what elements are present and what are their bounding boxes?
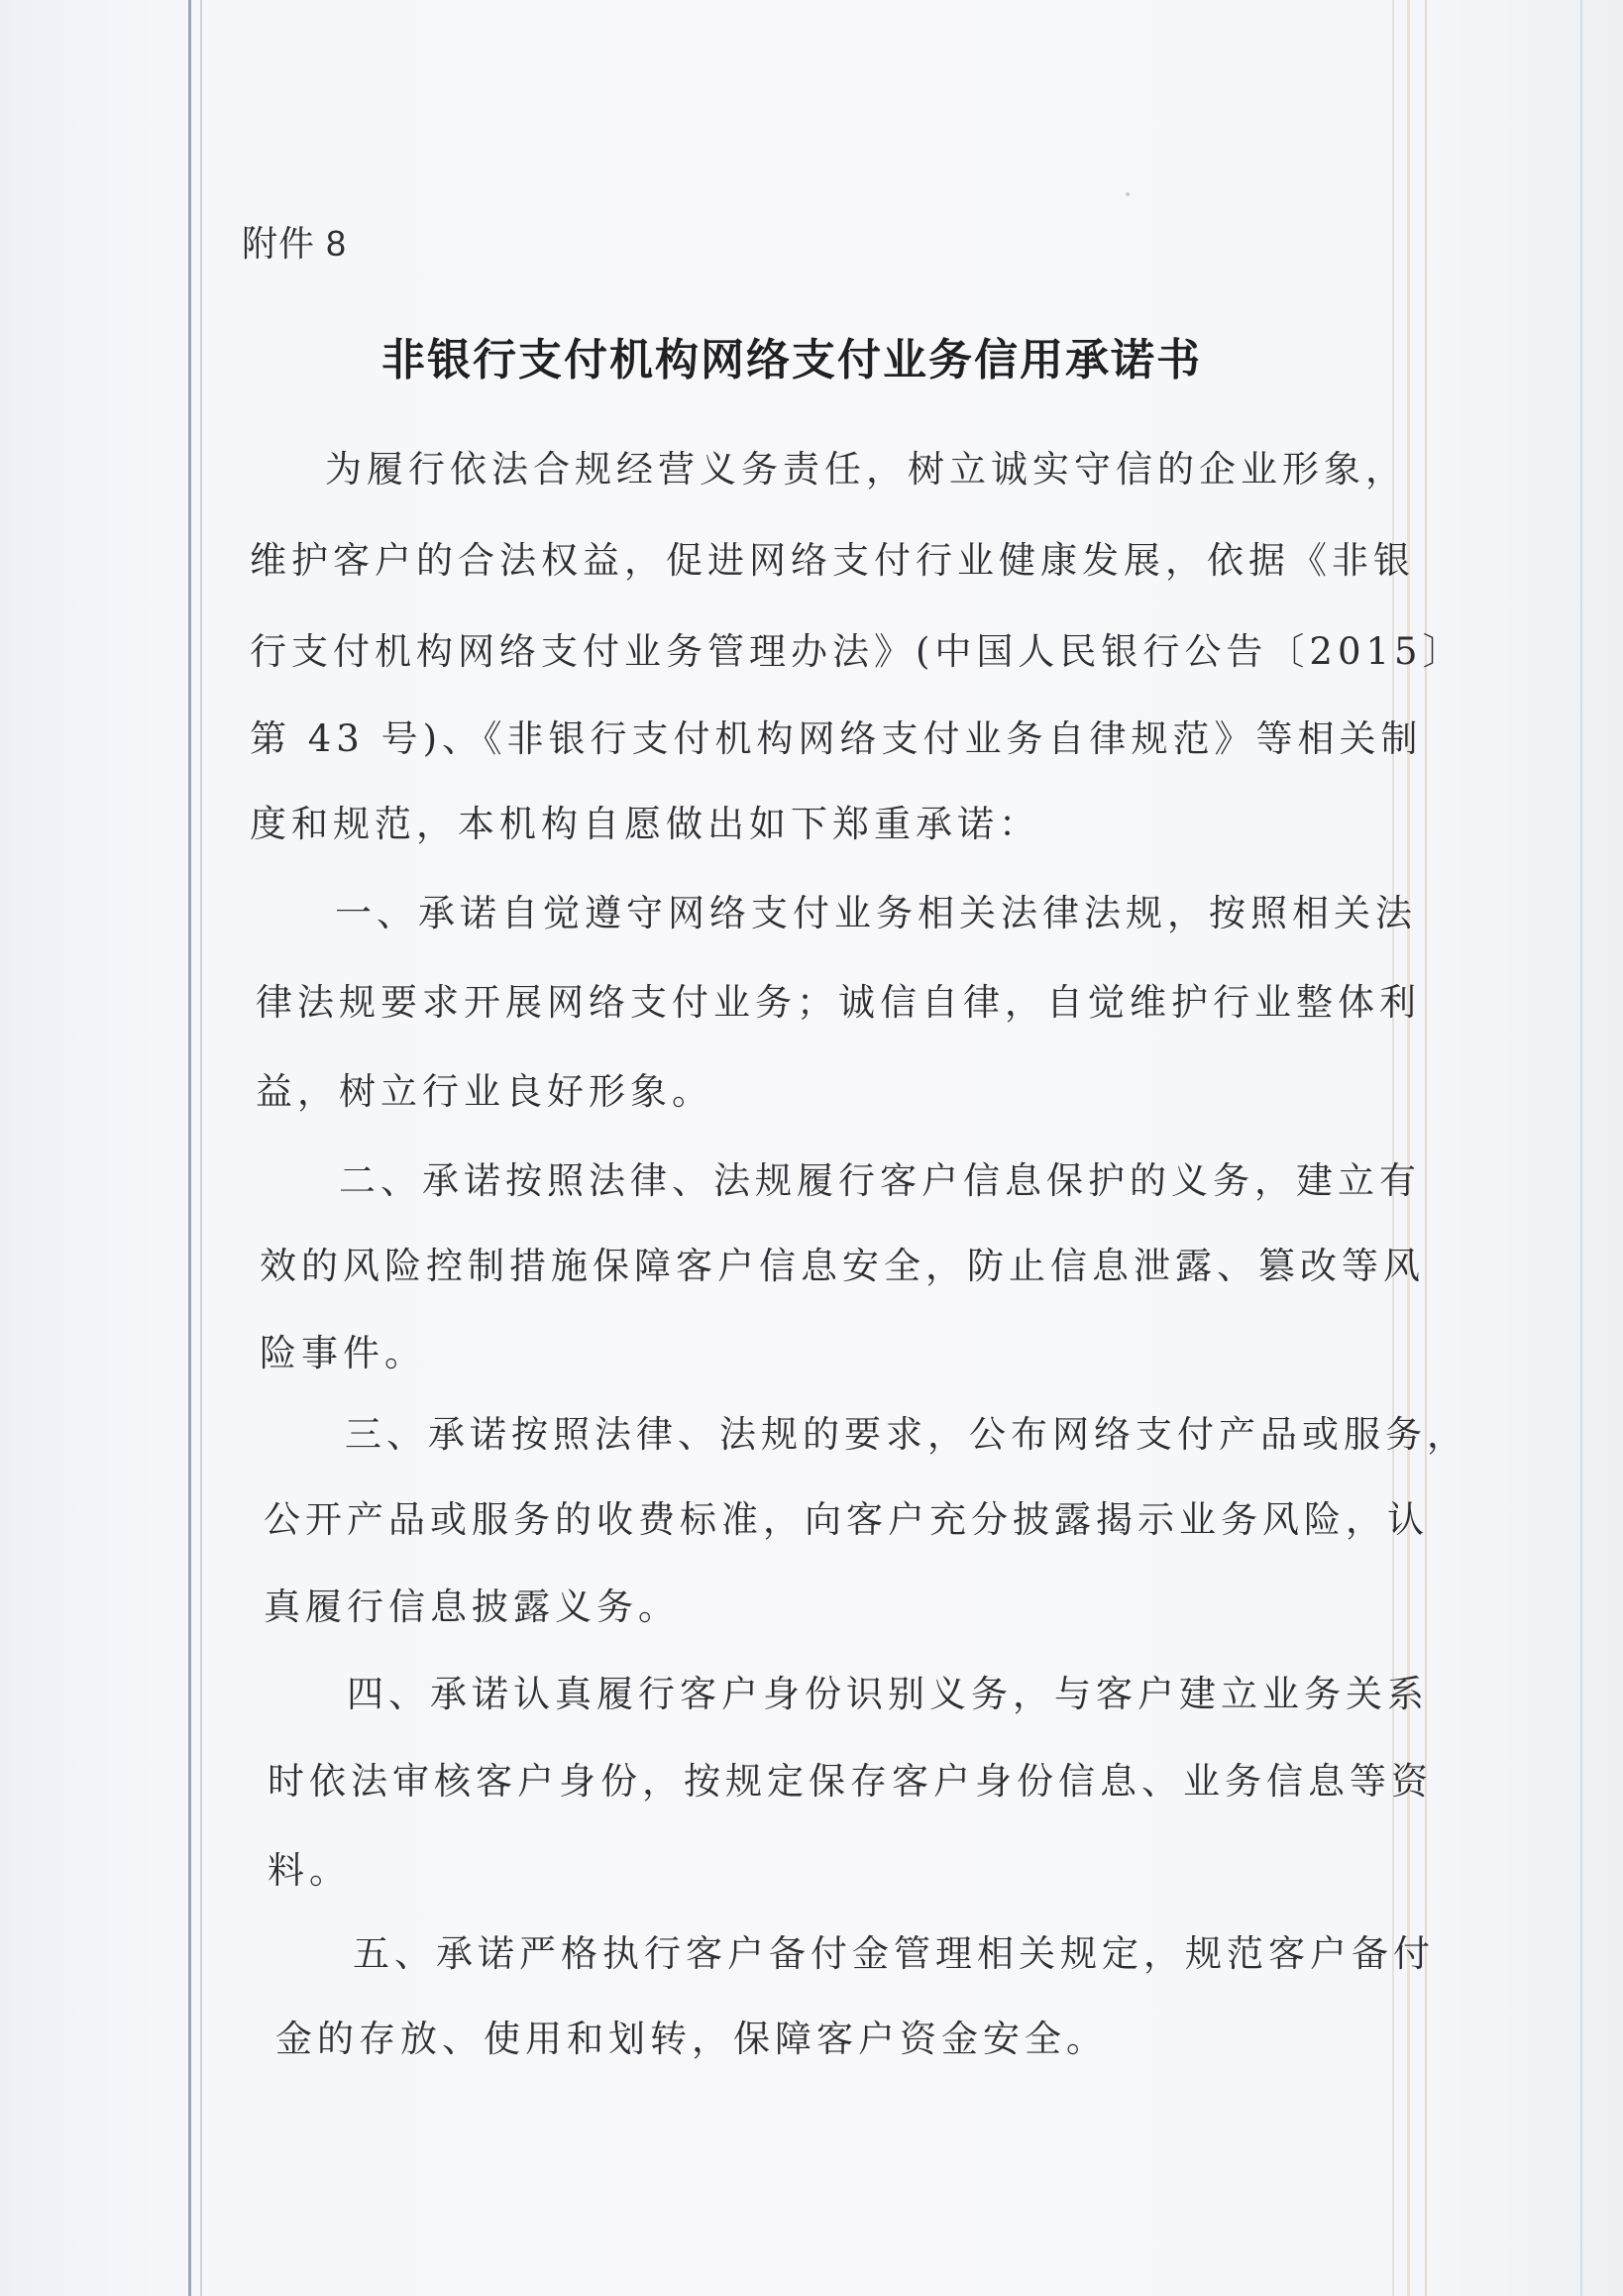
paragraph-line: 二、承诺按照法律、法规履行客户信息保护的义务，建立有 — [339, 1159, 1421, 1202]
paragraph-line: 四、承诺认真履行客户身份识别义务，与客户建立业务关系 — [347, 1673, 1429, 1715]
paragraph-line: 效的风险控制措施保障客户信息安全，防止信息泄露、篡改等风 — [260, 1245, 1425, 1287]
paragraph-line: 公开产品或服务的收费标准，向客户充分披露揭示业务风险，认 — [264, 1498, 1429, 1541]
paragraph-line: 险事件。 — [260, 1332, 426, 1374]
paragraph-line: 第 43 号)、《非银行支付机构网络支付业务自律规范》等相关制 — [250, 717, 1423, 760]
paragraph-line: 料。 — [268, 1849, 351, 1892]
attachment-label: 附件 8 — [242, 223, 348, 264]
paragraph-line: 五、承诺严格执行客户备付金管理相关规定，规范客户备付 — [353, 1932, 1435, 1975]
paragraph-line: 益，树立行业良好形象。 — [256, 1070, 713, 1113]
paragraph-line: 为履行依法合规经营义务责任，树立诚实守信的企业形象， — [325, 448, 1407, 491]
paragraph-line: 维护客户的合法权益，促进网络支付行业健康发展，依据《非银 — [250, 539, 1415, 582]
paragraph-line: 真履行信息披露义务。 — [264, 1585, 680, 1628]
paragraph-line: 一、承诺自觉遵守网络支付业务相关法律法规，按照相关法 — [335, 892, 1417, 934]
paragraph-line: 律法规要求开展网络支付业务；诚信自律，自觉维护行业整体利 — [256, 981, 1421, 1024]
paragraph-line: 行支付机构网络支付业务管理办法》(中国人民银行公告〔2015〕 — [250, 630, 1464, 673]
paragraph-line: 三、承诺按照法律、法规的要求，公布网络支付产品或服务， — [345, 1413, 1468, 1456]
paragraph-line: 金的存放、使用和划转，保障客户资金安全。 — [275, 2018, 1108, 2060]
paragraph-line: 度和规范，本机构自愿做出如下郑重承诺： — [250, 803, 1040, 845]
document-title: 非银行支付机构网络支付业务信用承诺书 — [381, 335, 1202, 385]
paragraph-line: 时依法审核客户身份，按规定保存客户身份信息、业务信息等资 — [268, 1760, 1433, 1803]
